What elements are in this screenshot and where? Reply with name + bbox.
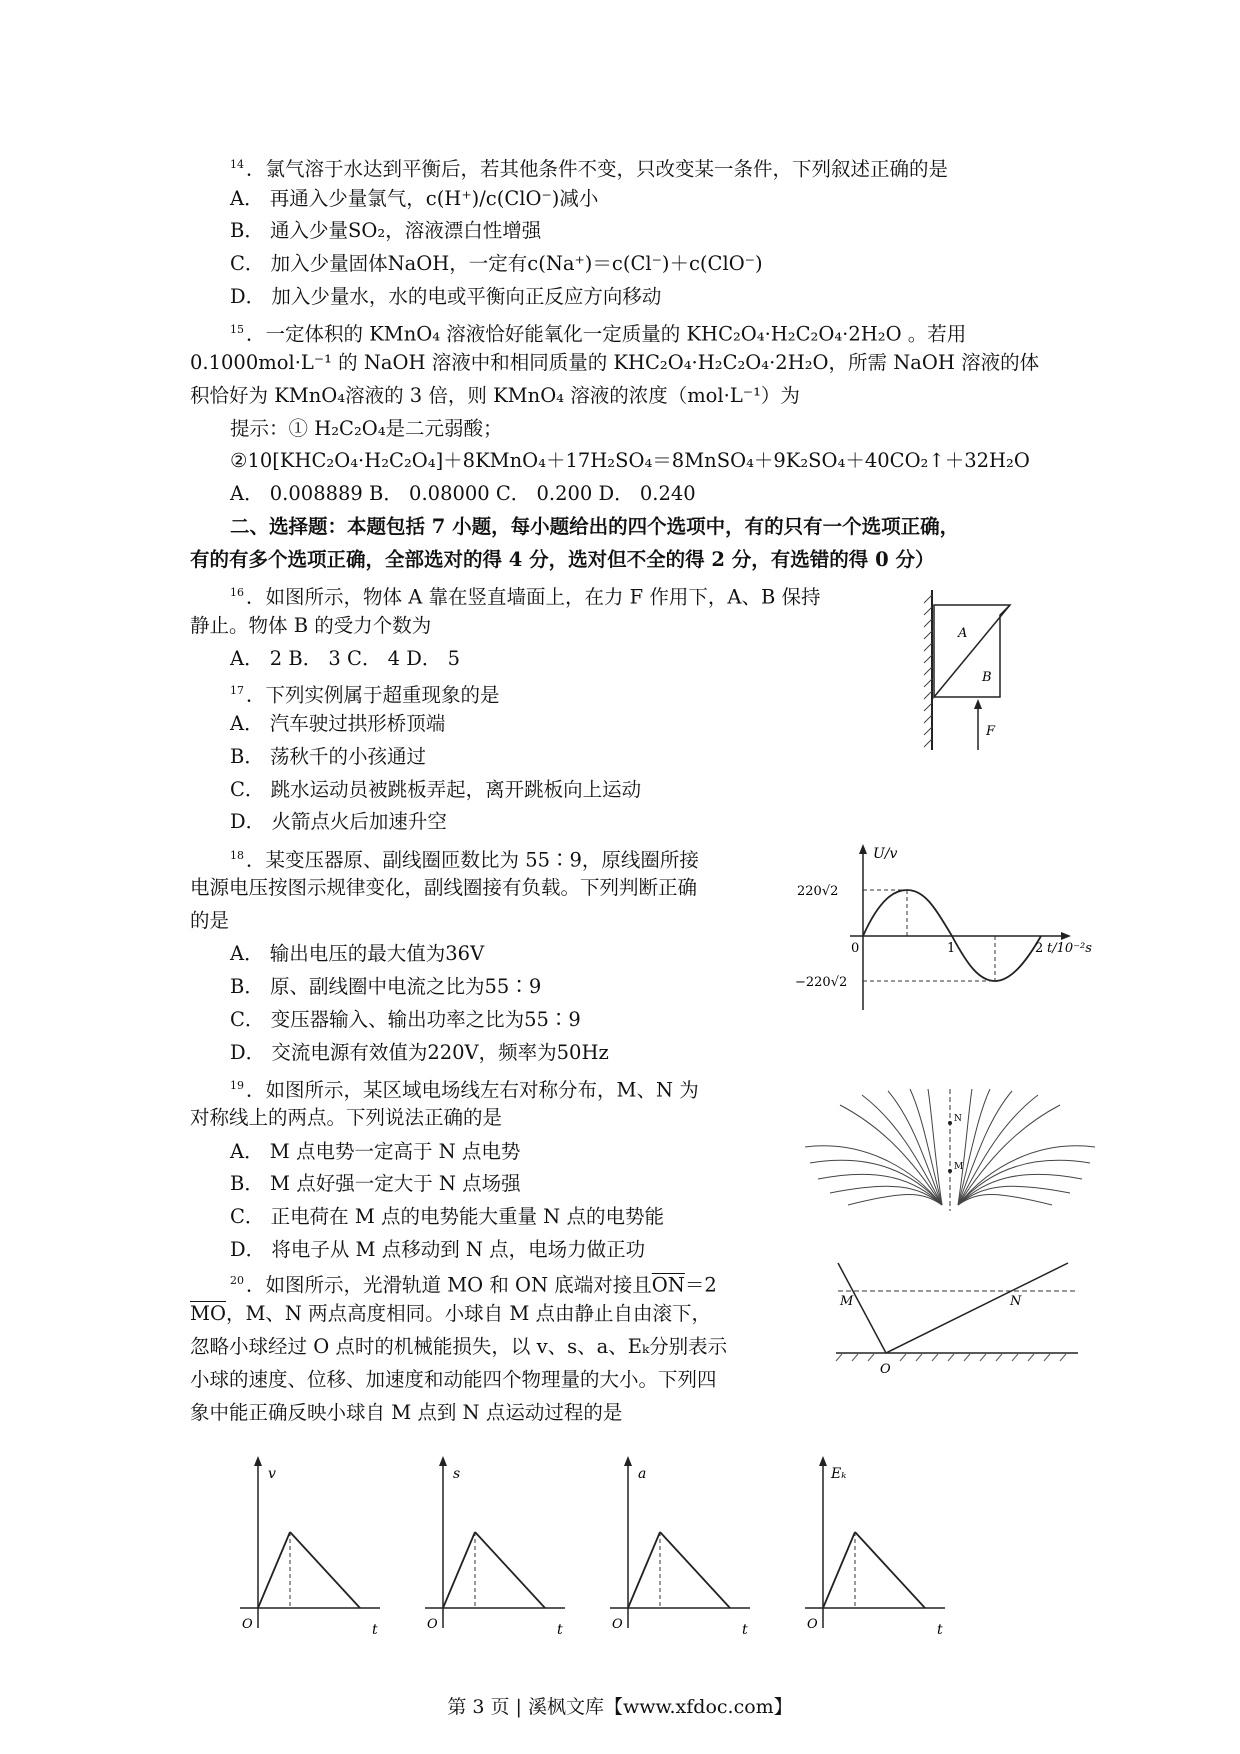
q17-option-c: C． 跳水运动员被跳板弄起，离开跳板向上运动 (230, 778, 642, 801)
force-label: F (986, 724, 996, 739)
q14-option-a: A． 再通入少量氯气，c(H⁺)/c(ClO⁻)减小 (230, 187, 599, 210)
q18-line2: 电源电压按图示规律变化，副线圈接有负载。下列判断正确 (190, 876, 698, 899)
point-n-label: N (954, 1114, 962, 1124)
graph-s-x-label: t (557, 1622, 563, 1638)
q15-line2: 0.1000mol·L⁻¹ 的 NaOH 溶液中和相同质量的 KHC₂O₄·H₂C₂O₄·2H₂O，所需 NaOH 溶液的体 (190, 351, 1040, 374)
graph-s-origin: O (427, 1617, 438, 1632)
q20-track-figure (828, 1255, 1090, 1375)
q18-option-b: B． 原、副线圈中电流之比为55∶9 (230, 975, 542, 998)
graph-a-origin: O (612, 1617, 623, 1632)
y-axis-label: U/v (873, 846, 898, 862)
q19-line1: $^{19}$ ．如图所示，某区域电场线左右对称分布，M、N 为 (230, 1078, 699, 1102)
q15-number: 15 (230, 323, 244, 336)
tick2-label: 2 (1035, 941, 1044, 956)
point-m (948, 1169, 952, 1173)
graph-a (600, 1448, 760, 1648)
x-axis-arrowhead (1061, 932, 1071, 940)
q17-stem: $^{17}$ ．下列实例属于超重现象的是 (230, 683, 500, 707)
block-a (934, 605, 1010, 697)
q18-line3: 的是 (190, 909, 230, 932)
block-b-label: B (982, 670, 992, 685)
q14-stem: $^{14}$ ．氯气溶于水达到平衡后，若其他条件不变，只改变某一条件，下列叙述正确的是 (230, 157, 949, 181)
q15-hint2: ②10[KHC₂O₄·H₂C₂O₄]＋8KMnO₄＋17H₂SO₄＝8MnSO₄＋9K₂SO₄＋40CO₂↑＋32H₂O (230, 449, 1030, 472)
ground-hatching (836, 1354, 1066, 1361)
section2-heading-line2: 有的有多个选项正确，全部选对的得 4 分，选对但不全的得 2 分，有选错的得 0 分） (190, 548, 935, 571)
origin-label: 0 (851, 941, 860, 956)
y-axis-arrowhead (859, 844, 867, 854)
graph-v (230, 1448, 390, 1648)
q16-number: 16 (230, 586, 244, 599)
graph-ek-fall (855, 1532, 925, 1608)
q16-figure (920, 585, 1040, 755)
graph-s-y-label: s (453, 1466, 461, 1482)
graph-v-x-label: t (372, 1622, 378, 1638)
q14-option-d: D． 加入少量水，水的电或平衡向正反应方向移动 (230, 285, 662, 308)
q19-option-c: C． 正电荷在 M 点的电势能大重量 N 点的电势能 (230, 1205, 664, 1228)
graph-a-x-label: t (742, 1622, 748, 1638)
point-n-label: N (1010, 1294, 1022, 1309)
graph-a-fall (660, 1532, 730, 1608)
graph-v-rise (258, 1532, 290, 1608)
q19-option-d: D． 将电子从 M 点移动到 N 点，电场力做正功 (230, 1238, 646, 1261)
graph-ek-x-label: t (937, 1622, 943, 1638)
graph-ek-origin: O (807, 1617, 818, 1632)
graph-v-fall (290, 1532, 360, 1608)
q18-number: 18 (230, 849, 244, 862)
q19-line2: 对称线上的两点。下列说法正确的是 (190, 1106, 503, 1129)
q15-options: A． 0.008889 B． 0.08000 C． 0.200 D． 0.240 (230, 482, 696, 505)
graph-v-y-label: v (268, 1466, 276, 1482)
q14-number: 14 (230, 158, 244, 171)
point-m-label: M (954, 1162, 964, 1172)
track-on (886, 1263, 1068, 1353)
q17-option-b: B． 荡秋千的小孩通过 (230, 745, 427, 768)
graph-v-y-arrow (254, 1456, 262, 1466)
q20-line4: 小球的速度、位移、加速度和动能四个物理量的大小。下列四 (190, 1368, 717, 1391)
graph-s-fall (475, 1532, 545, 1608)
graph-ek-rise (823, 1532, 855, 1608)
q18-option-c: C． 变压器输入、输出功率之比为55∶9 (230, 1008, 581, 1031)
min-label: −220√2 (795, 975, 848, 990)
q18-option-a: A． 输出电压的最大值为36V (230, 942, 485, 965)
q19-option-b: B． M 点好强一定大于 N 点场强 (230, 1172, 521, 1195)
q20-line5: 象中能正确反映小球自 M 点到 N 点运动过程的是 (190, 1401, 623, 1424)
q17-option-d: D． 火箭点火后加速升空 (230, 810, 447, 833)
max-label: 220√2 (797, 884, 839, 899)
field-lines-left (805, 1089, 942, 1205)
q17-option-a: A． 汽车驶过拱形桥顶端 (230, 712, 446, 735)
q14-option-b: B． 通入少量SO₂，溶液漂白性增强 (230, 219, 542, 242)
q20-line1: $^{20}$ ．如图所示，光滑轨道 MO 和 ON 底端对接且$\overline{ON}=2$ (230, 1273, 717, 1297)
q15-line1: $^{15}$ ．一定体积的 KMnO₄ 溶液恰好能氧化一定质量的 KHC₂O₄·H₂C₂O₄·2H₂O 。若用 (230, 322, 967, 346)
graph-a-y-label: a (638, 1466, 647, 1482)
q18-voltage-graph (795, 838, 1092, 1013)
graph-v-origin: O (242, 1617, 253, 1632)
q18-option-d: D． 交流电源有效值为220V，频率为50Hz (230, 1041, 609, 1064)
point-m-label: M (840, 1294, 854, 1309)
x-axis-label: t/10⁻²s (1047, 941, 1092, 956)
graph-ek-y-label: Eₖ (831, 1466, 847, 1482)
graph-a-rise (628, 1532, 660, 1608)
q19-field-lines (800, 1085, 1100, 1215)
q15-hint1: 提示：① H₂C₂O₄是二元弱酸； (230, 417, 503, 440)
graph-ek (795, 1448, 955, 1648)
q19-option-a: A． M 点电势一定高于 N 点电势 (230, 1140, 521, 1163)
point-o-label: O (880, 1362, 891, 1377)
graph-s-y-arrow (439, 1456, 447, 1466)
q18-line1: $^{18}$ ．某变压器原、副线圈匝数比为 55∶9，原线圈所接 (230, 848, 699, 872)
block-a-label: A (958, 626, 968, 641)
q17-number: 17 (230, 684, 244, 697)
graph-ek-y-arrow (819, 1456, 827, 1466)
field-lines-right (958, 1089, 1095, 1205)
q20-number: 20 (230, 1274, 244, 1287)
graph-s (415, 1448, 575, 1648)
point-n (948, 1121, 952, 1125)
page-footer: 第 3 页 | 溪枫文库【www.xfdoc.com】 (447, 1696, 793, 1718)
segment-mo: $\overline{MO}$ (190, 1302, 226, 1325)
q14-option-c: C． 加入少量固体NaOH，一定有c(Na⁺)＝c(Cl⁻)＋c(ClO⁻) (230, 252, 763, 275)
q16-options: A． 2 B． 3 C． 4 D． 5 (230, 647, 460, 670)
segment-on: $\overline{ON}$ (651, 1273, 685, 1297)
force-arrowhead (974, 699, 982, 709)
q19-number: 19 (230, 1079, 244, 1092)
graph-s-rise (443, 1532, 475, 1608)
tick1-label: 1 (947, 941, 956, 956)
section2-heading-line1: 二、选择题：本题包括 7 小题，每小题给出的四个选项中，有的只有一个选项正确， (230, 515, 960, 538)
graph-a-y-arrow (624, 1456, 632, 1466)
q20-line2: $\overline{MO}$，M、N 两点高度相同。小球自 M 点由静止自由滚下， (190, 1302, 712, 1325)
q20-line3: 忽略小球经过 O 点时的机械能损失，以 v、s、a、Eₖ分别表示 (190, 1335, 728, 1358)
wall-hatching (924, 595, 932, 747)
q16-line1: $^{16}$ ．如图所示，物体 A 靠在竖直墙面上，在力 F 作用下，A、B 保持 (230, 585, 821, 609)
q15-line3: 积恰好为 KMnO₄溶液的 3 倍，则 KMnO₄ 溶液的浓度（mol·L⁻¹）为 (190, 384, 800, 407)
q16-line2: 静止。物体 B 的受力个数为 (190, 614, 432, 637)
